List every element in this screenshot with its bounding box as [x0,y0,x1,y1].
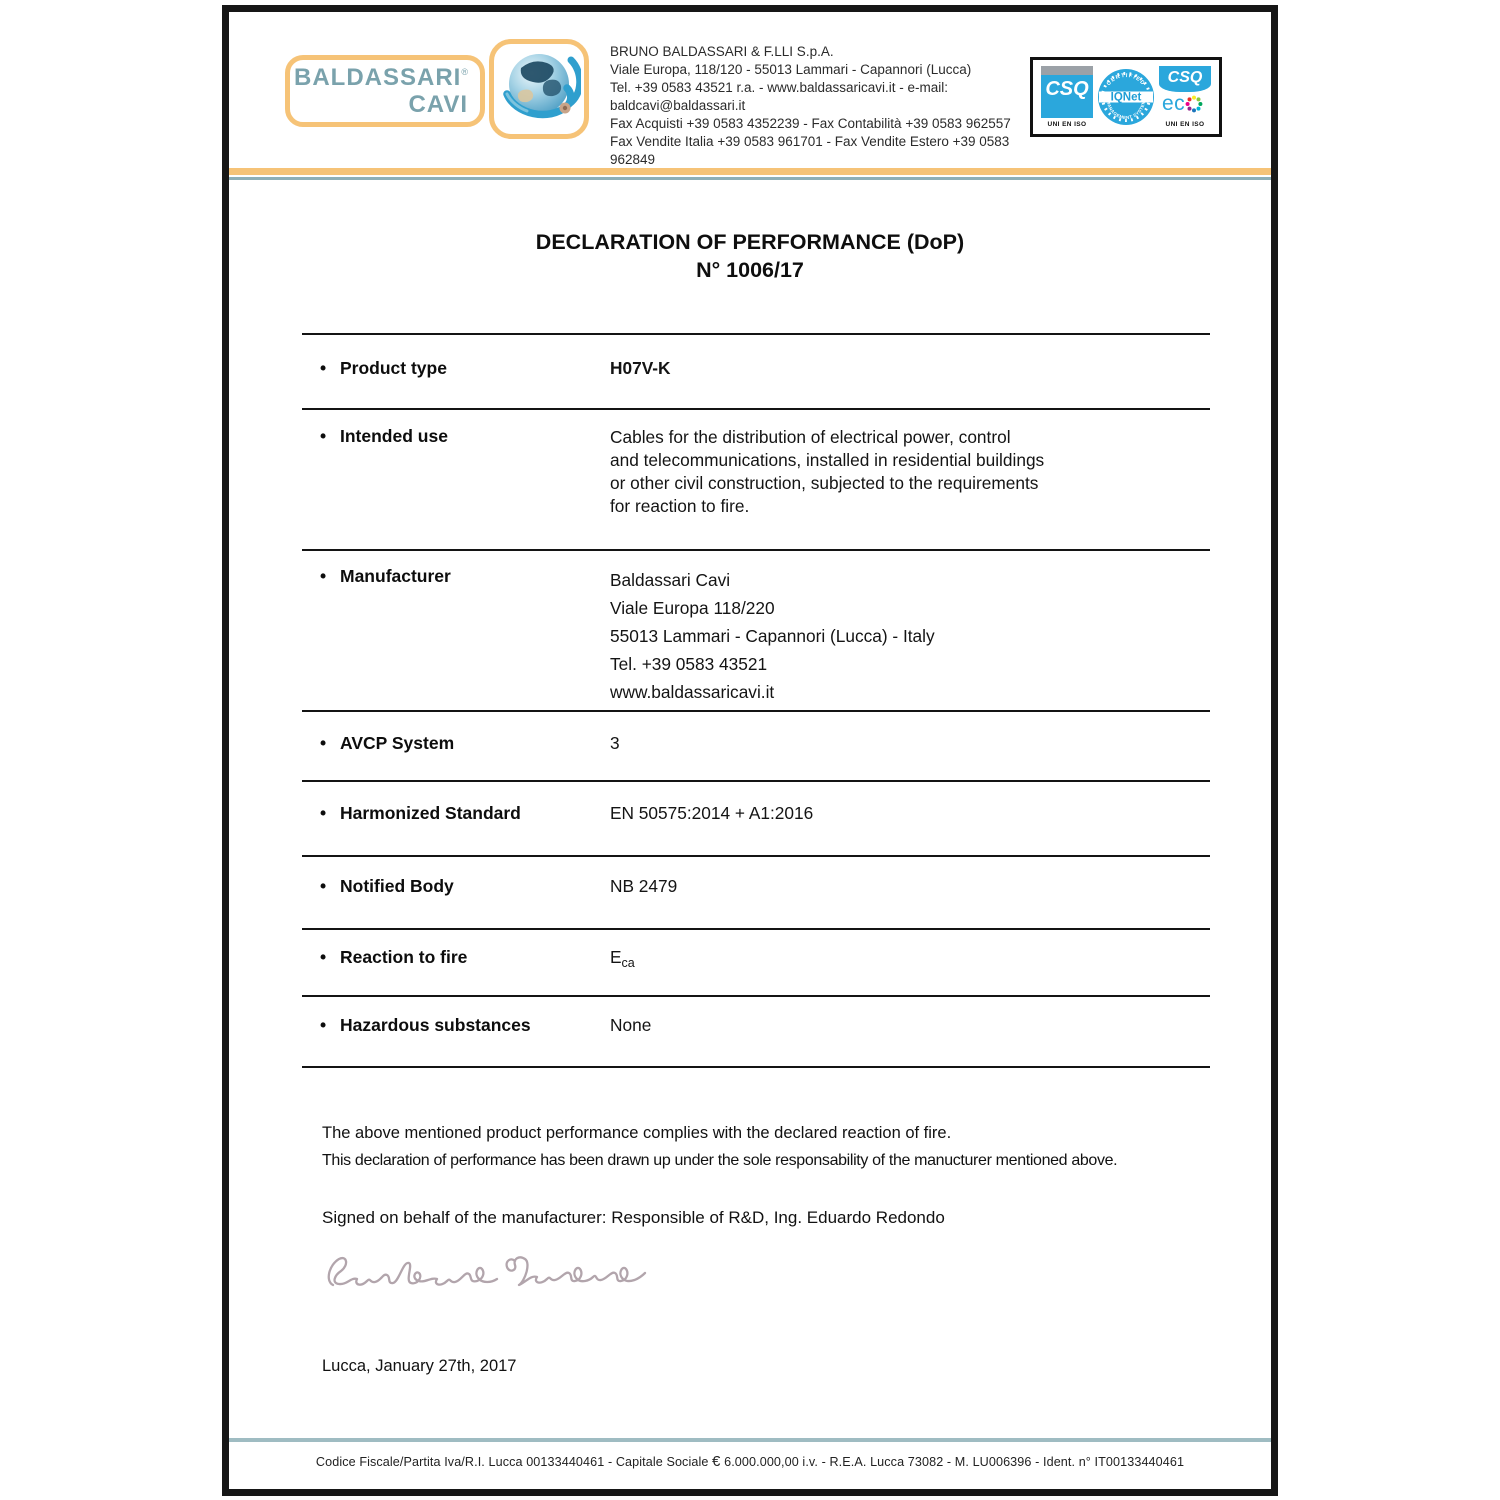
bullet-marker: • [320,566,327,586]
table-row-avcp-system [302,710,1210,780]
document-title [229,228,1271,284]
handwritten-signature-icon [319,1237,649,1315]
csq-label: CSQ [1045,78,1089,100]
company-address: Viale Europa, 118/120 - 55013 Lammari - Capannori (Lucca) [610,62,972,77]
row-label [302,358,610,408]
bullet-marker: • [320,1015,327,1035]
signed-on-behalf-line: Signed on behalf of the manufacturer: Responsible of R&D, Ing. Eduardo Redondo [322,1208,945,1227]
footer-fiscal-info [229,1453,1271,1470]
row-value: NB 2479 [610,876,678,896]
row-label [302,947,610,995]
fire-class-main: E [610,947,622,967]
declaration-table [302,333,1210,1068]
baldassari-logo [285,55,485,127]
iqnet-label: IQNet [1110,91,1142,104]
value-line: Cables for the distribution of electrical power, control [610,427,1011,447]
table-row-reaction-to-fire [302,928,1210,995]
table-row-product-type [302,333,1210,408]
statement-line1: The above mentioned product performance complies with the declared reaction of fire. [322,1124,952,1142]
compliance-statement [322,1119,1202,1175]
row-label [302,876,610,928]
value-line: or other civil construction, subjected to the requirements [610,473,1039,493]
logo-name: BALDASSARI [294,64,462,91]
value-line: for reaction to fire. [610,496,750,516]
csq-cert [1041,66,1093,128]
iqnet-seal-icon [1096,67,1156,127]
place-date-line: Lucca, January 27th, 2017 [322,1357,517,1375]
eco-flower-icon [1185,95,1203,113]
csq-eco-logo-icon [1159,66,1211,118]
label-text: Intended use [340,426,448,446]
row-value: None [610,1015,652,1035]
csq-eco-cert [1159,66,1211,128]
table-row-harmonized-standard [302,780,1210,855]
fire-class-subscript: ca [621,956,635,970]
logo-wordmark-line2: CAVI [408,91,468,118]
title-line1: DECLARATION OF PERFORMANCE (DoP) [535,230,965,254]
logo-wordmark-line1 [294,64,468,91]
footer-part2: 6.000.000,00 i.v. - R.E.A. Lucca 73082 - M. LU006396 - Ident. n° IT00133440461 [720,1455,1185,1469]
euro-symbol: € [712,1453,721,1470]
row-label [302,566,610,710]
bullet-marker: • [320,358,327,378]
value-line: and telecommunications, installed in residential buildings [610,450,1045,470]
row-label [302,426,610,549]
csq-eco-caption: UNI EN ISO [1165,121,1205,128]
row-value: H07V-K [610,358,671,378]
bullet-marker: • [320,426,327,446]
label-text: Product type [340,358,447,378]
csq-caption: UNI EN ISO [1047,121,1087,128]
csq-eco-label: CSQ [1159,66,1211,92]
eco-text: ec [1162,92,1186,115]
footer-divider [229,1438,1271,1442]
company-fax2: Fax Vendite Italia +39 0583 961701 - Fax Vendite Estero +39 0583 962849 [610,134,1010,167]
row-label [302,1015,610,1066]
globe-cable-icon [497,46,581,132]
value-line: Viale Europa 118/220 [610,598,775,618]
signature-area [319,1237,649,1315]
company-tel-web: Tel. +39 0583 43521 r.a. - www.baldassaricavi.it - e-mail: baldcavi@baldassari.it [610,80,949,113]
row-value: EN 50575:2014 + A1:2016 [610,803,814,823]
row-value [610,947,1210,995]
label-text: Notified Body [340,876,454,896]
label-text: AVCP System [340,733,455,753]
registered-mark: ® [461,67,468,77]
label-text: Hazardous substances [340,1015,531,1035]
bullet-marker: • [320,876,327,896]
footer-part1: Codice Fiscale/Partita Iva/R.I. Lucca 00133440461 - Capitale Sociale [315,1455,713,1469]
divider-orange-bar [229,168,1271,175]
company-info-block [610,43,1020,169]
value-line: Baldassari Cavi [610,570,731,590]
bullet-marker: • [320,947,327,967]
label-text: Harmonized Standard [340,803,521,823]
iqnet-arc-bottom: MANAGEMENT SYSTEM [1105,99,1147,121]
table-row-manufacturer [302,549,1210,710]
certification-logos-box [1030,57,1222,137]
table-row-intended-use [302,408,1210,549]
globe-logo-box [489,39,589,139]
company-fax1: Fax Acquisti +39 0583 4352239 - Fax Contabilità +39 0583 962557 [610,116,1011,131]
row-label [302,733,610,780]
row-value [610,426,1210,549]
csq-logo-icon [1041,66,1093,118]
iqnet-cert [1096,67,1156,127]
divider-teal-bar [229,177,1271,180]
label-text: Reaction to fire [340,947,468,967]
title-line2: N° 1006/17 [696,258,804,282]
row-value [610,566,1210,710]
table-row-notified-body [302,855,1210,928]
value-line: www.baldassaricavi.it [610,682,775,702]
bullet-marker: • [320,803,327,823]
row-value: 3 [610,733,620,753]
row-label [302,803,610,855]
table-row-hazardous-substances [302,995,1210,1068]
csq-gray-bar [1041,66,1093,75]
iqnet-arc-top: CERTIFIED [1105,72,1147,88]
statement-line2: This declaration of performance has been drawn up under the sole responsability of the manucturer mentioned above. [322,1152,1118,1169]
header-divider [229,168,1271,180]
certificate-page [222,5,1278,1496]
value-line: 55013 Lammari - Capannori (Lucca) - Italy [610,626,935,646]
eco-row [1162,92,1203,116]
company-name: BRUNO BALDASSARI & F.LLI S.p.A. [610,44,834,59]
label-text: Manufacturer [340,566,451,586]
value-line: Tel. +39 0583 43521 [610,654,768,674]
bullet-marker: • [320,733,327,753]
